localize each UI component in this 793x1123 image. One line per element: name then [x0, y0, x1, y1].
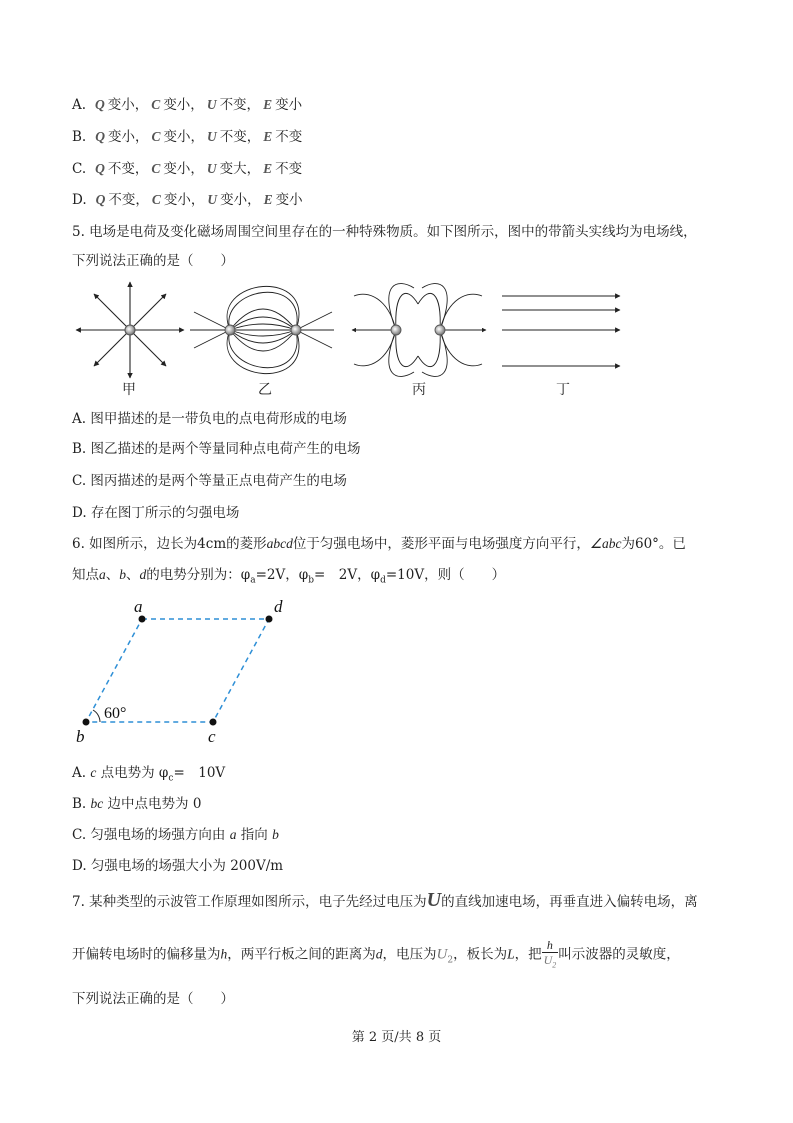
- figure-jia: [76, 282, 184, 378]
- q5-option-a: A. 图甲描述的是一带负电的点电荷形成的电场: [72, 411, 347, 427]
- q6-stem-line2: 知点a、b、d的电势分别为：$\varphi_a=2V$，$\varphi_b=$ 2V，$\varphi_d=10V$，则（ ）: [72, 567, 506, 586]
- label-yi: 乙: [258, 383, 272, 398]
- figure-yi: [190, 286, 334, 373]
- q5-stem-line1: 5. 电场是电荷及变化磁场周围空间里存在的一种特殊物质。如下图所示，图中的带箭头实线均为电场线，: [72, 224, 697, 240]
- q6-rhombus-figure: [70, 592, 310, 752]
- point-a: [139, 616, 146, 623]
- q4-option-d: D. Q 不变， C 变小， U 变小， E 变小: [72, 192, 303, 208]
- point-b: [83, 719, 90, 726]
- q5-option-b: B. 图乙描述的是两个等量同种点电荷产生的电场: [72, 441, 361, 457]
- label-c: c: [208, 727, 216, 746]
- q4-option-c: C. Q 不变， C 变小， U 变大， E 不变: [72, 161, 303, 177]
- q7-stem-line3: 下列说法正确的是（ ）: [72, 991, 234, 1007]
- point-d: [266, 616, 273, 623]
- q5-option-d: D. 存在图丁所示的匀强电场: [72, 505, 240, 521]
- q6-option-a: A. c 点电势为 $\varphi_c=$ 10V: [72, 765, 226, 784]
- q6-option-c: C. 匀强电场的场强方向由 a 指向 b: [72, 827, 279, 843]
- figure-bing: [352, 284, 486, 377]
- figure-ding: [502, 296, 620, 366]
- point-c: [210, 719, 217, 726]
- label-bing: 丙: [412, 383, 426, 398]
- label-ding: 丁: [556, 383, 570, 398]
- q6-option-d: D. 匀强电场的场强大小为 200V/m: [72, 858, 284, 874]
- angle-label: 60°: [104, 705, 127, 722]
- q6-stem-line1: 6. 如图所示，边长为4cm的菱形abcd位于匀强电场中，菱形平面与电场强度方向平行，∠abc为60°。已: [72, 536, 686, 552]
- label-jia: 甲: [122, 383, 136, 398]
- q4-option-b: B. Q 变小， C 变小， U 不变， E 不变: [72, 129, 303, 145]
- q7-stem-line2: 开偏转电场时的偏移量为h，两平行板之间的距离为d，电压为$U_2$，板长为L，把 $\frac{h}{U_2}$ 叫示波器的灵敏度，: [72, 938, 680, 972]
- q5-stem-line2: 下列说法正确的是（ ）: [72, 253, 234, 269]
- sensitivity-fraction: $\frac{h}{U_2}$: [543, 938, 557, 970]
- label-b: b: [76, 727, 85, 746]
- page-footer: 第 2 页/共 8 页: [351, 1030, 442, 1045]
- q5-field-line-figures: [68, 278, 628, 400]
- q4-option-a: A. Q 变小， C 变小， U 不变， E 变小: [72, 97, 303, 113]
- label-a: a: [134, 597, 143, 616]
- q6-option-b: B. bc 边中点电势为 0: [72, 796, 202, 812]
- q7-stem-line1: 7. 某种类型的示波管工作原理如图所示，电子先经过电压为U的直线加速电场，再垂直进入偏转电场，离: [72, 889, 698, 911]
- label-d: d: [274, 597, 283, 616]
- q5-option-c: C. 图丙描述的是两个等量正点电荷产生的电场: [72, 473, 347, 489]
